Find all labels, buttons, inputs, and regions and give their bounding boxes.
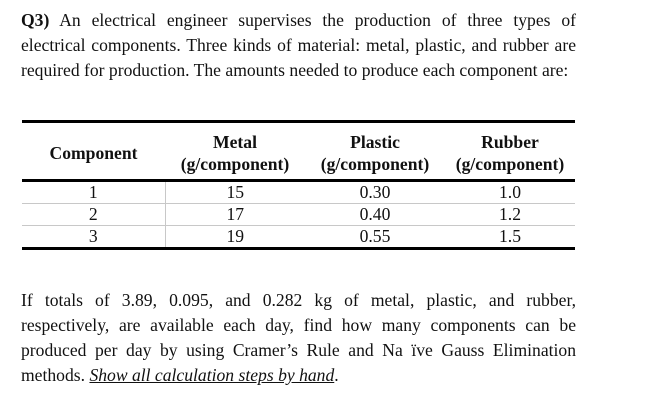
header-component-label: Component <box>49 143 138 163</box>
cell-rubber: 1.5 <box>445 226 575 249</box>
header-plastic-label: Plastic <box>350 132 400 152</box>
cell-rubber: 1.0 <box>445 181 575 204</box>
question-outro-text: If totals of 3.89, 0.095, and 0.282 kg of metal, plastic, and rubber, respectively, are available each day, find how many components can be produced per day by using Cramer’s Rule and Na ïve Gauss Elimination methods. <box>21 290 576 385</box>
header-rubber-label: Rubber <box>481 132 539 152</box>
cell-metal: 19 <box>165 226 305 249</box>
cell-plastic: 0.30 <box>305 181 445 204</box>
materials-table <box>22 120 575 250</box>
header-rubber-unit: (g/component) <box>455 154 565 174</box>
cell-component: 1 <box>22 181 165 204</box>
cell-metal: 17 <box>165 204 305 226</box>
header-rubber <box>445 122 575 181</box>
question-intro-text: An electrical engineer supervises the production of three types of electrical components. Three kinds of material: metal, plastic, and rubber are required for production. The amounts needed to produce each component are: <box>21 10 576 80</box>
cell-metal: 15 <box>165 181 305 204</box>
question-intro <box>21 8 576 83</box>
cell-plastic: 0.55 <box>305 226 445 249</box>
table-row <box>22 204 575 226</box>
instruction-emphasis: Show all calculation steps by hand <box>89 365 335 385</box>
cell-component: 2 <box>22 204 165 226</box>
header-component <box>22 122 165 181</box>
header-metal <box>165 122 305 181</box>
cell-plastic: 0.40 <box>305 204 445 226</box>
question-number: Q3) <box>21 10 50 30</box>
end-punctuation: . <box>334 365 339 385</box>
cell-rubber: 1.2 <box>445 204 575 226</box>
cell-component: 3 <box>22 226 165 249</box>
table-row <box>22 226 575 249</box>
table-header-row <box>22 122 575 181</box>
table-row <box>22 181 575 204</box>
question-body <box>21 288 576 388</box>
header-plastic <box>305 122 445 181</box>
header-metal-label: Metal <box>213 132 257 152</box>
header-plastic-unit: (g/component) <box>320 154 430 174</box>
header-metal-unit: (g/component) <box>180 154 290 174</box>
